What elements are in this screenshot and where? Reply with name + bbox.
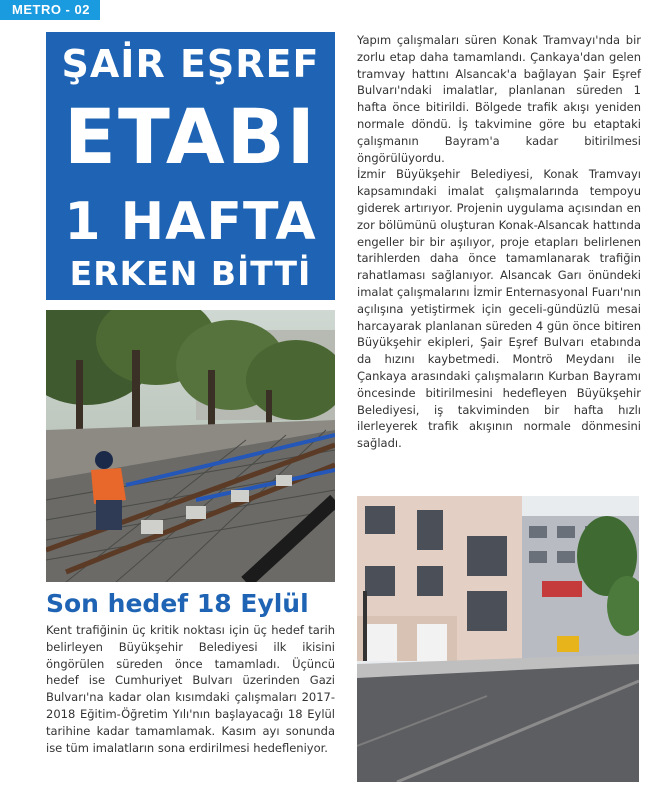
left-paragraph: Kent trafiğinin üç kritik noktası için üç hedef tarih belirleyen Büyükşehir Belediyesi ilk ikisini öngörülen süreden önce tamamladı. Üçüncü hedef ise Cumhuriyet Bulvarı üzerinden Gazi Bulvarı'na kadar olan kısımdaki çalışmaları 2017-2018 Eğitim-Öğretim Yılı'nın başlayacağı 18 Eylül tarihine kadar tamamlamak. Kasım ayı sonunda ise tüm imalatların sona erdirilmesi hedefleniyor. xyxy=(46,623,335,755)
section-tag: METRO - 02 xyxy=(0,0,100,20)
left-column-text xyxy=(46,622,335,756)
headline-line-2: ETABI xyxy=(64,92,317,181)
street-photo xyxy=(357,496,639,782)
headline-line-4: ERKEN BİTTİ xyxy=(69,254,312,293)
right-paragraph-1: Yapım çalışmaları süren Konak Tramvayı'nda bir zorlu etap daha tamamlandı. Çankaya'dan gelen tramvay hattını Alsancak'a bağlayan Şair Eşref Bulvarı'ndaki imalatlar, planlanan süreden 1 hafta önce bitirildi. Bölgede trafik akışı yeniden normale döndü. İş takvimine göre bu etaptaki çalışmanın Bayram'a kadar bitirilmesi öngörülüyordu. xyxy=(357,33,641,165)
headline-line-3: 1 HAFTA xyxy=(64,192,317,252)
right-column-text xyxy=(357,32,641,452)
right-paragraph-2: İzmir Büyükşehir Belediyesi, Konak Tramvayı kapsamındaki imalat çalışmalarında tempoyu giderek artırıyor. Projenin uygulama açısından en zor bölümünü oluşturan Konak-Alsancak hattında engeller bir bir aşılıyor, proje etapları belirlenen tarihlerden daha önce tamamlanarak trafiğin rahatlaması sağlanıyor. Alsancak Garı önündeki imalat çalışmalarını İzmir Enternasyonal Fuarı'nın açılışına yetiştirmek için geceli-gündüzlü mesai harcayarak planlanan süreden 4 gün önce bitiren Büyükşehir ekipleri, Şair Eşref Bulvarı etabında da hızını kaybetmedi. Montrö Meydanı ile Çankaya arasındaki çalışmaların Kurban Bayramı öncesinde bitirilmesini hedefleyen Büyükşehir Belediyesi, iş takviminden bir hafta hızlı ilerleyerek trafik akışının normale dönmesini sağladı. xyxy=(357,167,641,451)
subheading: Son hedef 18 Eylül xyxy=(46,589,309,618)
tram-construction-photo xyxy=(46,310,335,582)
headline xyxy=(46,32,335,300)
headline-line-1: ŞAİR EŞREF xyxy=(61,42,320,86)
